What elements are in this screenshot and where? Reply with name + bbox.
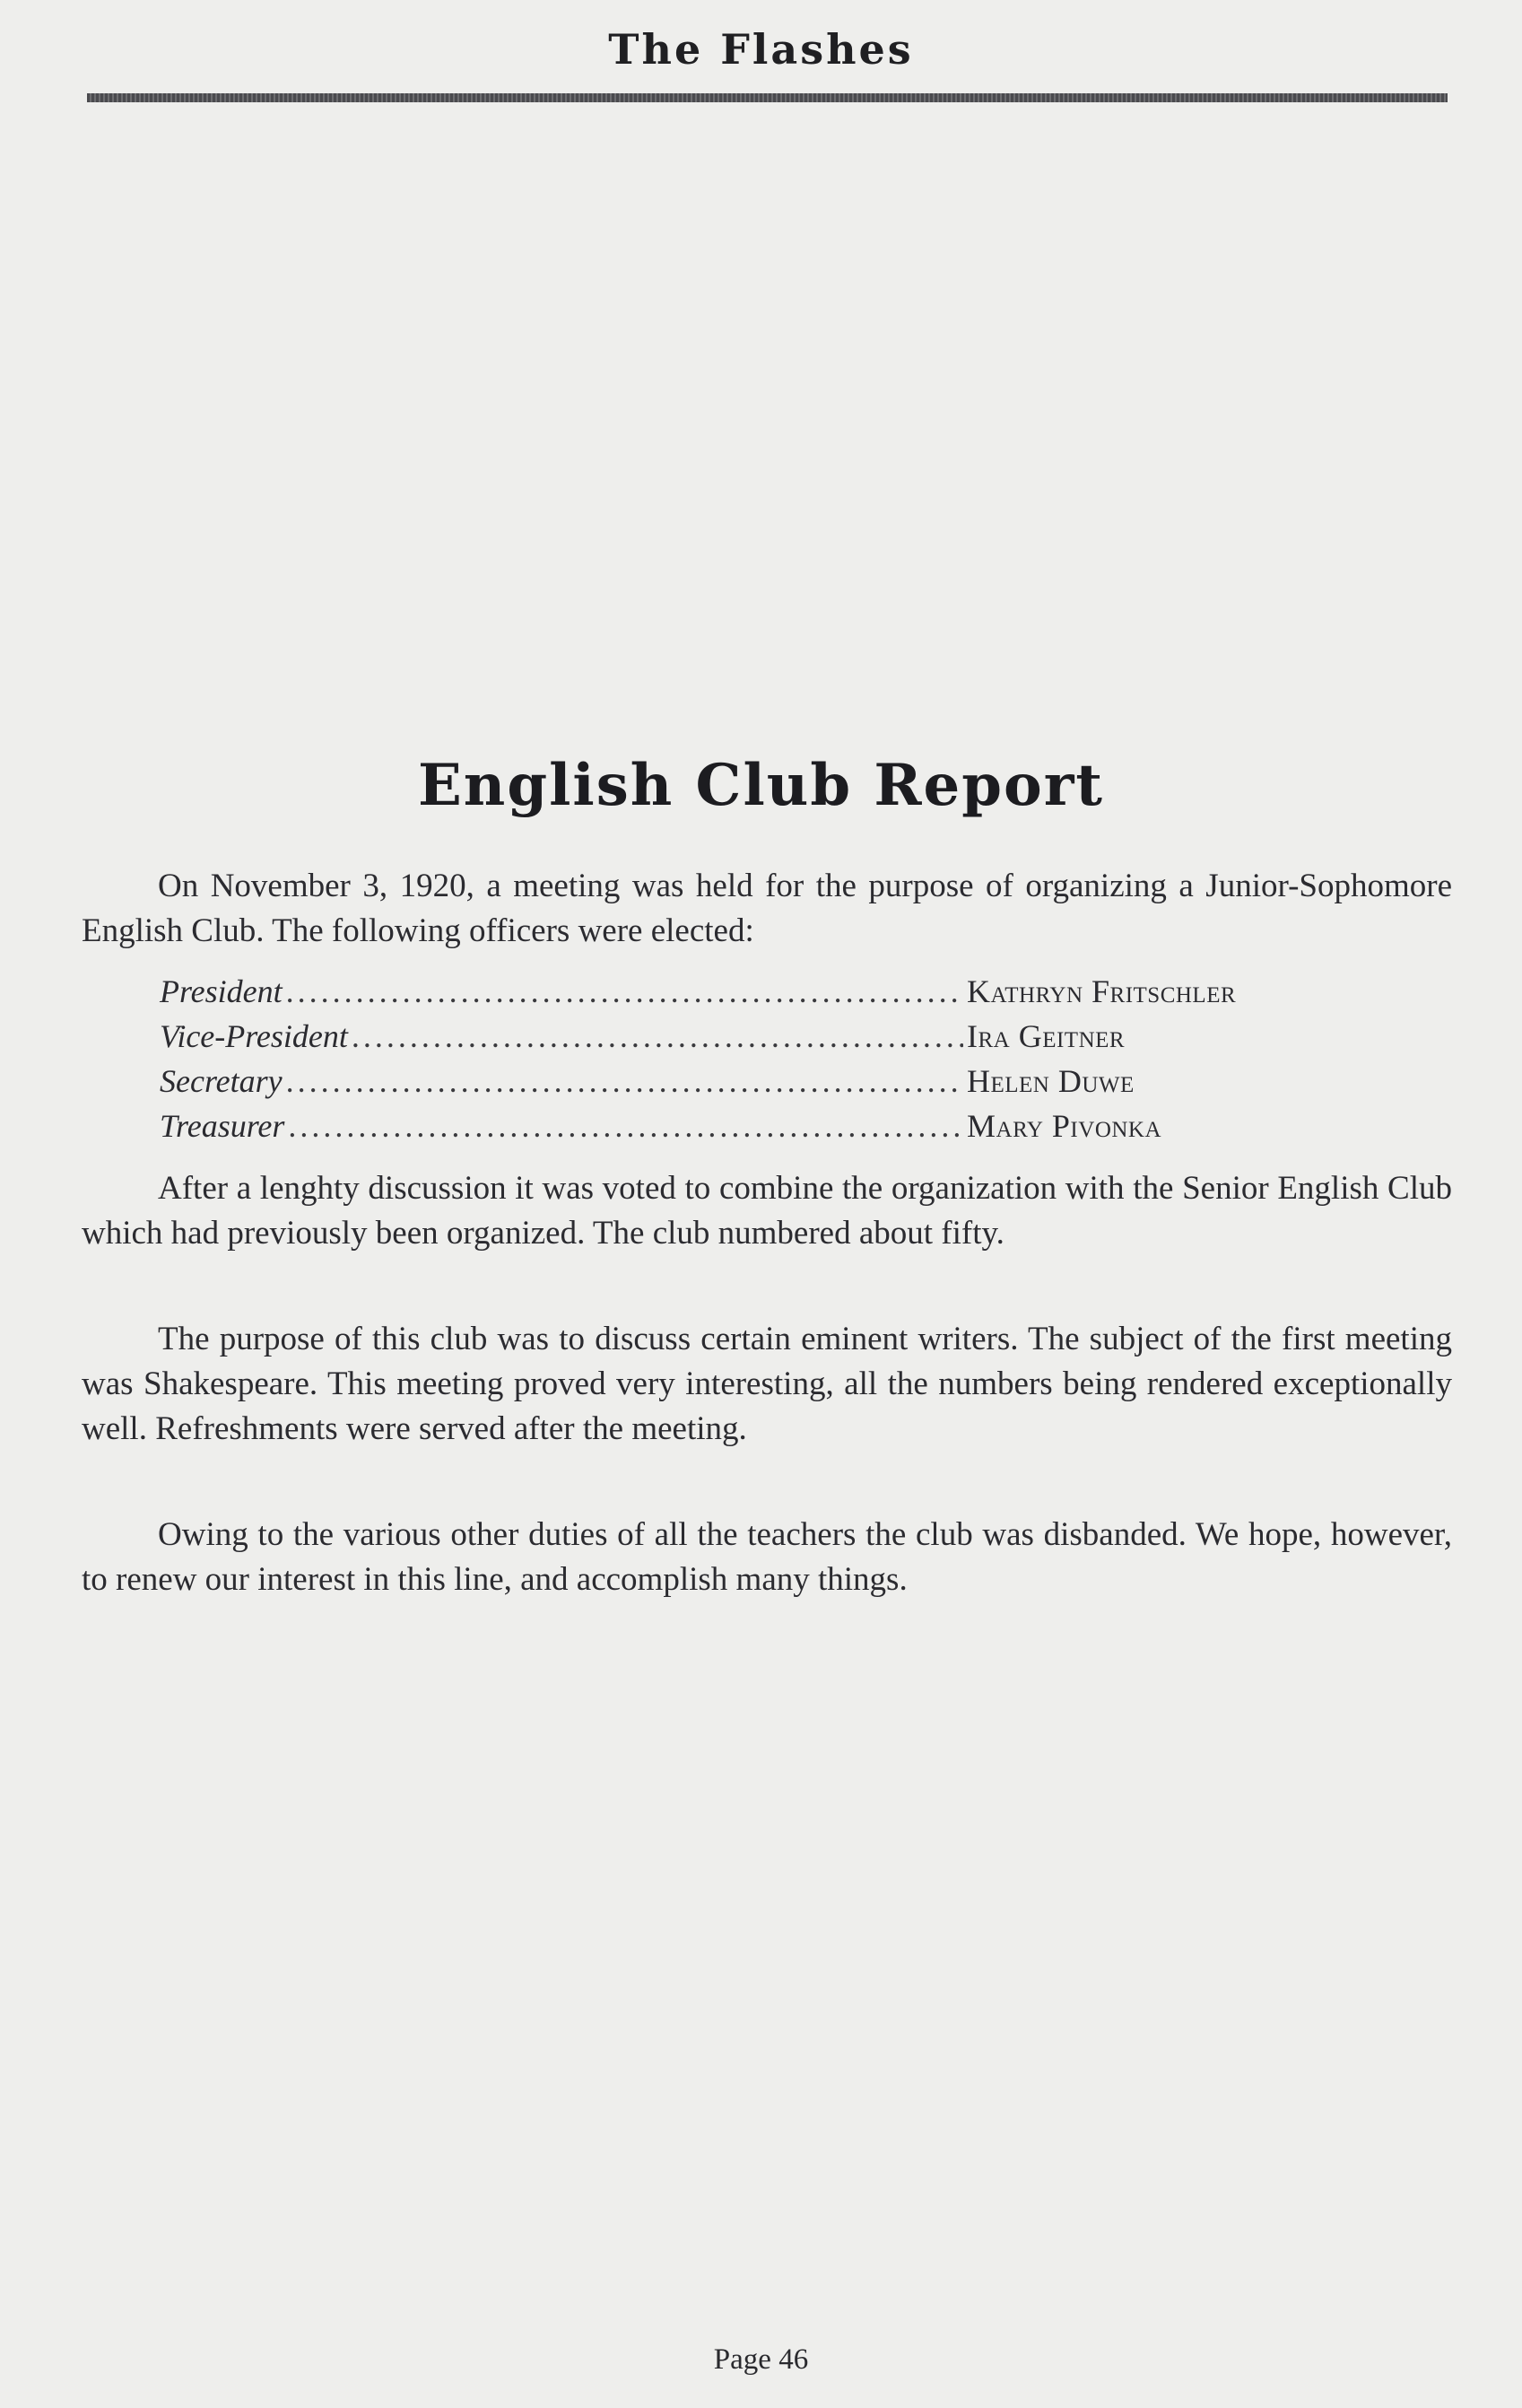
officer-name: Mary Pivonka: [967, 1108, 1162, 1144]
officer-role: Secretary: [160, 1063, 283, 1099]
paragraph-merger: After a lenghty discussion it was voted to combine the organization with the Senior English Club which had previously been organized. The club numbered about fifty.: [82, 1170, 1452, 1252]
dot-leader: [288, 1107, 963, 1145]
paragraph-intro: On November 3, 1920, a meeting was held for the purpose of organizing a Junior-Sophomore English Club. The following officers were elected:: [82, 868, 1452, 949]
officer-role: President: [160, 973, 283, 1009]
paragraph-closing: Owing to the various other duties of all the teachers the club was disbanded. We hope, however, to renew our interest in this line, and accomplish many things.: [82, 1516, 1452, 1598]
officer-role: Vice-President: [160, 1018, 348, 1054]
officer-name: Helen Duwe: [967, 1063, 1135, 1099]
dot-leader: [286, 1062, 963, 1100]
officer-name: Ira Geitner: [967, 1018, 1126, 1054]
paragraph-purpose: The purpose of this club was to discuss certain eminent writers. The subject of the first meeting was Shakespeare. This meeting proved very interesting, all the numbers being rendered exceptionally well. Refreshments were served after the meeting.: [82, 1321, 1452, 1447]
officer-row-treasurer: [160, 1107, 1352, 1152]
officer-list: [160, 973, 1352, 1152]
officer-role: Treasurer: [160, 1108, 285, 1144]
running-title: The Flashes: [608, 25, 914, 74]
header-rule: [87, 93, 1448, 102]
dot-leader: [352, 1017, 963, 1055]
page-number: Page 46: [713, 2343, 809, 2376]
dot-leader: [286, 973, 963, 1010]
officer-row-vice-president: [160, 1017, 1352, 1062]
officer-row-secretary: [160, 1062, 1352, 1107]
article-title: English Club Report: [418, 752, 1104, 819]
officer-name: Kathryn Fritschler: [967, 973, 1237, 1009]
officer-row-president: [160, 973, 1352, 1017]
